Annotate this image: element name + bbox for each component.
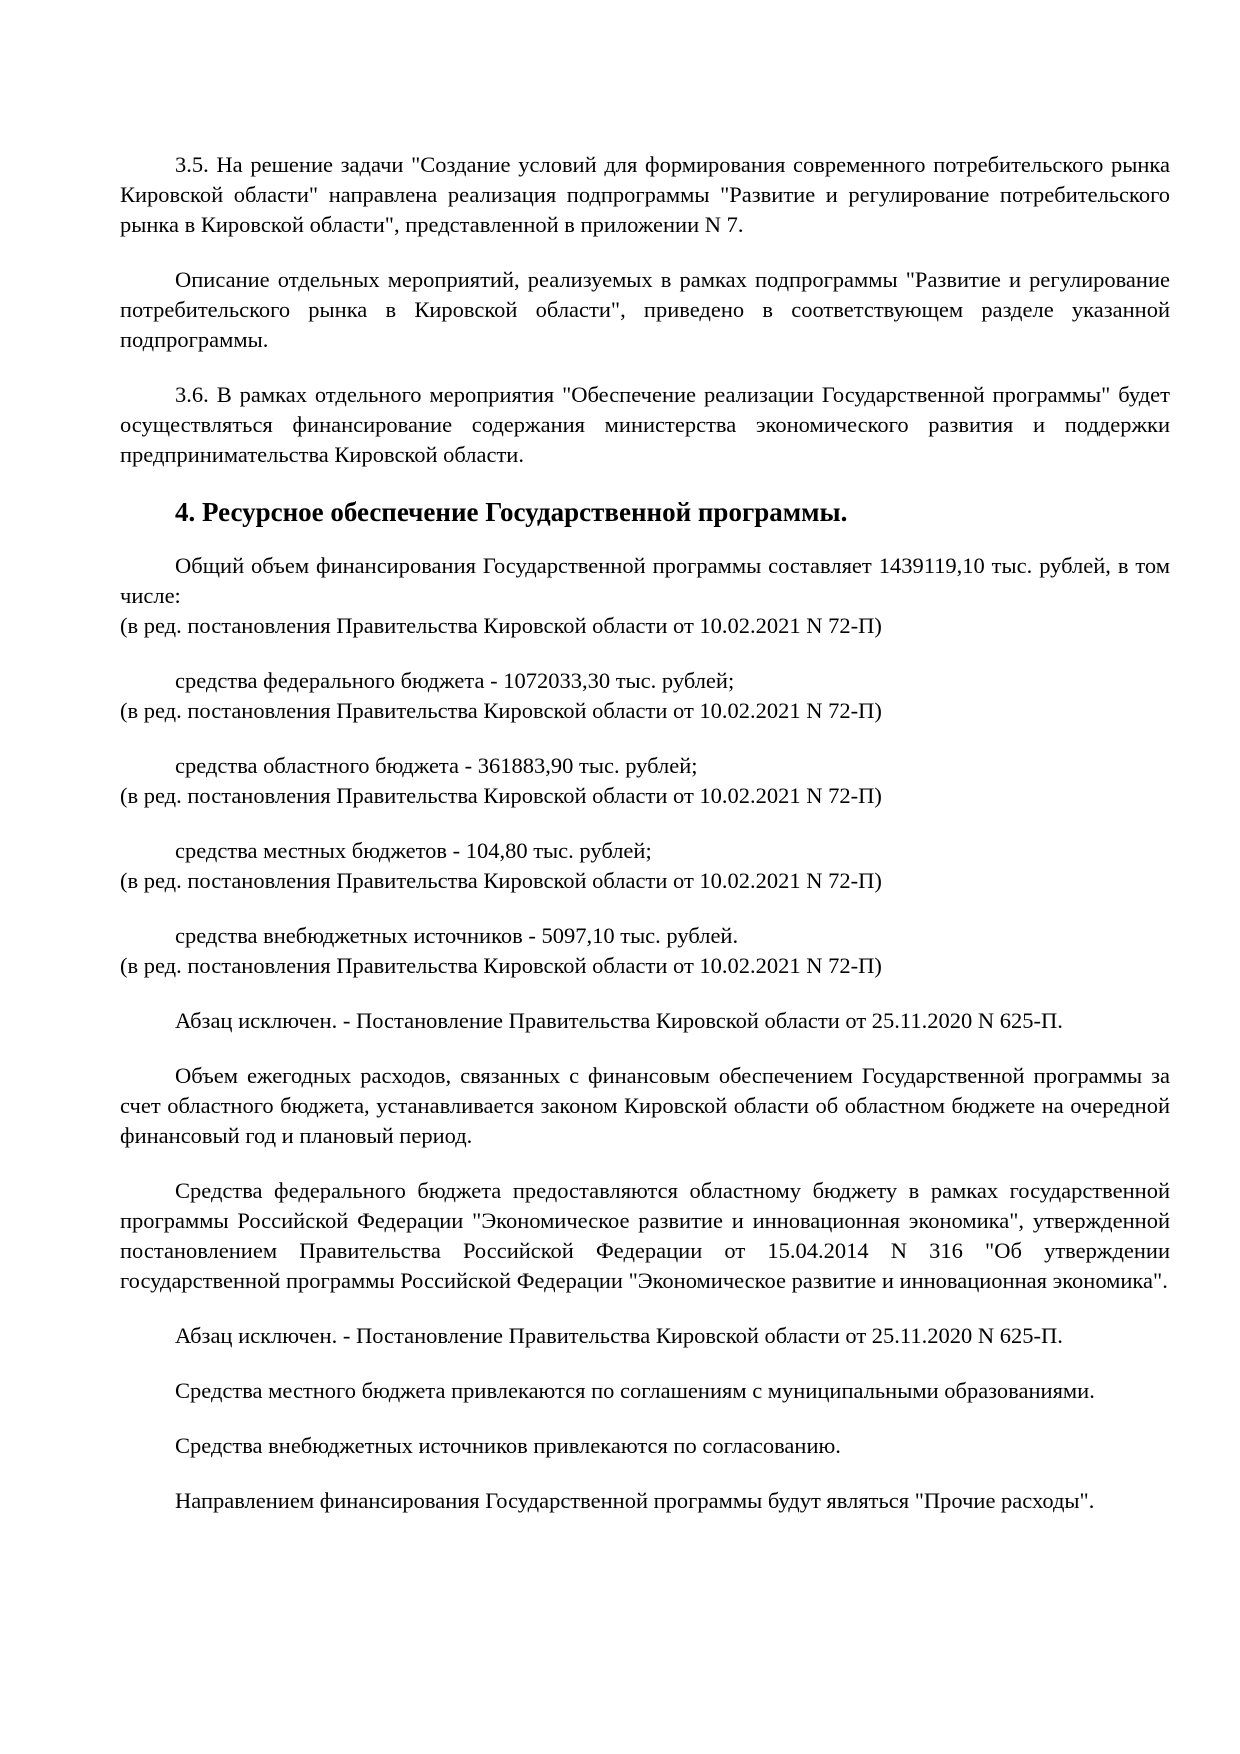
- funding-item-text: средства областного бюджета - 361883,90 тыс. рублей;: [175, 753, 698, 778]
- funding-item-local: [120, 836, 1170, 896]
- amendment-note: (в ред. постановления Правительства Кировской области от 10.02.2021 N 72-П): [120, 953, 882, 978]
- amendment-note: (в ред. постановления Правительства Кировской области от 10.02.2021 N 72-П): [120, 783, 882, 808]
- paragraph-extrabudgetary-funds: Средства внебюджетных источников привлекаются по согласованию.: [175, 1433, 841, 1458]
- paragraph-excluded-2: Абзац исключен. - Постановление Правительства Кировской области от 25.11.2020 N 625-П.: [175, 1323, 1063, 1348]
- total-funding: [120, 551, 1170, 641]
- paragraph-local-funds: Средства местного бюджета привлекаются по соглашениям с муниципальными образованиями.: [175, 1378, 1095, 1403]
- paragraph-annual-expenses: Объем ежегодных расходов, связанных с финансовым обеспечением Государственной программы за счет областного бюджета, устанавливается законом Кировской области об областном бюджете на очередной финансовый год и плановый период.: [120, 1063, 1170, 1148]
- amendment-note: (в ред. постановления Правительства Кировской области от 10.02.2021 N 72-П): [120, 868, 882, 893]
- amendment-note: (в ред. постановления Правительства Кировской области от 10.02.2021 N 72-П): [120, 613, 882, 638]
- paragraph-3-5: 3.5. На решение задачи "Создание условий для формирования современного потребительского рынка Кировской области" направлена реализация подпрограммы "Развитие и регулирование потребительского рынка в Кировской области", представленной в приложении N 7.: [120, 152, 1170, 237]
- funding-item-text: средства внебюджетных источников - 5097,10 тыс. рублей.: [175, 923, 739, 948]
- paragraph-3-6: 3.6. В рамках отдельного мероприятия "Обеспечение реализации Государственной программы" будет осуществляться финансирование содержания министерства экономического развития и поддержки предпринимательства Кировской области.: [120, 382, 1170, 467]
- funding-item-text: средства федерального бюджета - 1072033,30 тыс. рублей;: [175, 668, 735, 693]
- paragraph-funding-direction: Направлением финансирования Государственной программы будут являться "Прочие расходы".: [175, 1488, 1095, 1513]
- paragraph-subprogram-description: Описание отдельных мероприятий, реализуемых в рамках подпрограммы "Развитие и регулирование потребительского рынка в Кировской области", приведено в соответствующем разделе указанной подпрограммы.: [120, 267, 1170, 352]
- funding-item-text: средства местных бюджетов - 104,80 тыс. рублей;: [175, 838, 652, 863]
- document-page: [120, 150, 1170, 1541]
- paragraph-excluded-1: Абзац исключен. - Постановление Правительства Кировской области от 25.11.2020 N 625-П.: [175, 1008, 1063, 1033]
- amendment-note: (в ред. постановления Правительства Кировской области от 10.02.2021 N 72-П): [120, 698, 882, 723]
- section-heading: 4. Ресурсное обеспечение Государственной программы.: [175, 497, 848, 527]
- funding-item-regional: [120, 751, 1170, 811]
- funding-item-federal: [120, 666, 1170, 726]
- funding-item-extrabudgetary: [120, 921, 1170, 981]
- total-funding-text: Общий объем финансирования Государственной программы составляет 1439119,10 тыс. рублей, в том числе:: [120, 553, 1170, 608]
- paragraph-federal-funds: Средства федерального бюджета предоставляются областному бюджету в рамках государственной программы Российской Федерации "Экономическое развитие и инновационная экономика", утвержденной постановлением Правительства Российской Федерации от 15.04.2014 N 316 "Об утверждении государственной программы Российской Федерации "Экономическое развитие и инновационная экономика".: [120, 1178, 1170, 1293]
